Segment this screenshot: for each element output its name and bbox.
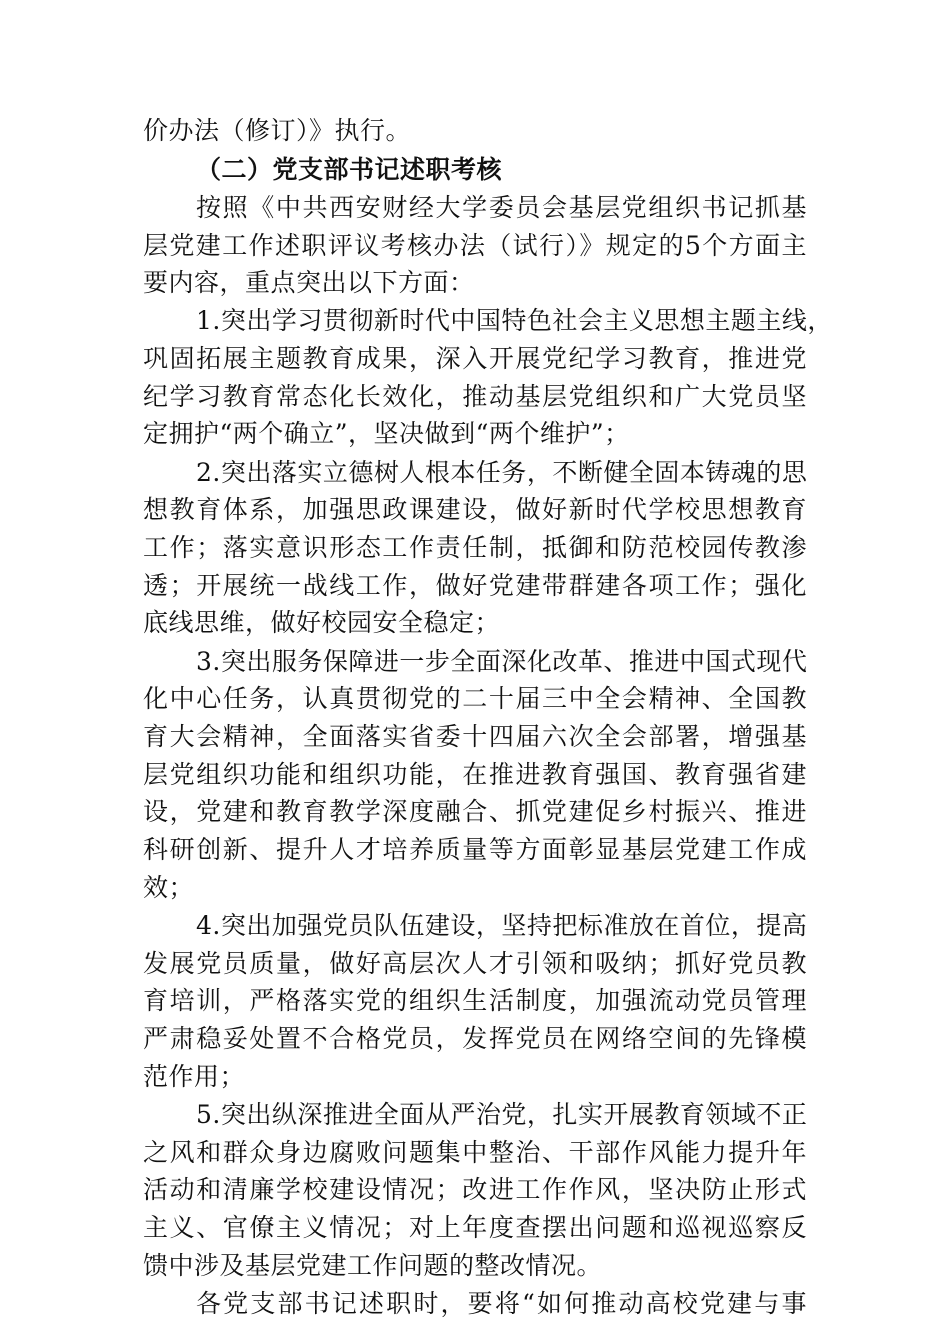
text-line: 化中心任务，认真贯彻党的二十届三中全会精神、全国教 [143,684,807,713]
text-line: 层党组织功能和组织功能，在推进教育强国、教育强省建 [143,760,807,789]
text-line: 之风和群众身边腐败问题集中整治、干部作风能力提升年 [143,1138,807,1167]
text-line: 层党建工作述职评议考核办法（试行）》规定的5个方面主 [143,231,807,260]
text-line: 范作用； [143,1062,246,1091]
section-heading: （二）党支部书记述职考核 [196,155,503,184]
text-line: 2.突出落实立德树人根本任务，不断健全固本铸魂的思 [196,458,808,487]
text-line: 要内容，重点突出以下方面： [143,268,475,297]
text-line: 3.突出服务保障进一步全面深化改革、推进中国式现代 [196,647,808,676]
text-line: 主义、官僚主义情况；对上年度查摆出问题和巡视巡察反 [143,1213,807,1242]
text-line: 5.突出纵深推进全面从严治党，扎实开展教育领域不正 [196,1100,808,1129]
text-line: 巩固拓展主题教育成果，深入开展党纪学习教育，推进党 [143,344,807,373]
text-line: 严肃稳妥处置不合格党员，发挥党员在网络空间的先锋模 [143,1024,807,1053]
text-line: 馈中涉及基层党建工作问题的整改情况。 [143,1251,603,1280]
text-line: 发展党员质量，做好高层次人才引领和吸纳；抓好党员教 [143,949,807,978]
text-line: 育大会精神，全面落实省委十四届六次全会部署，增强基 [143,722,807,751]
text-line: 效； [143,873,195,902]
text-line: 4.突出加强党员队伍建设，坚持把标准放在首位，提高 [196,911,808,940]
text-line: 底线思维，做好校园安全稳定； [143,608,501,637]
text-line: 各党支部书记述职时，要将“如何推动高校党建与事 [196,1289,807,1318]
text-line: 定拥护“两个确立”，坚决做到“两个维护”； [143,419,630,448]
text-line: 工作；落实意识形态工作责任制，抵御和防范校园传教渗 [143,533,807,562]
text-line: 价办法（修订）》执行。 [143,116,412,145]
text-line: 想教育体系，加强思政课建设，做好新时代学校思想教育 [143,495,807,524]
text-line: 1.突出学习贯彻新时代中国特色社会主义思想主题主线， [196,306,833,335]
text-line: 设，党建和教育教学深度融合、抓党建促乡村振兴、推进 [143,797,807,826]
text-line: 按照《中共西安财经大学委员会基层党组织书记抓基 [196,193,807,222]
text-line: 活动和清廉学校建设情况；改进工作作风，坚决防止形式 [143,1175,807,1204]
text-line: 育培训，严格落实党的组织生活制度，加强流动党员管理 [143,986,807,1015]
text-line: 透；开展统一战线工作，做好党建带群建各项工作；强化 [143,571,807,600]
text-line: 科研创新、提升人才培养质量等方面彰显基层党建工作成 [143,835,807,864]
text-line: 纪学习教育常态化长效化，推动基层党组织和广大党员坚 [143,382,807,411]
